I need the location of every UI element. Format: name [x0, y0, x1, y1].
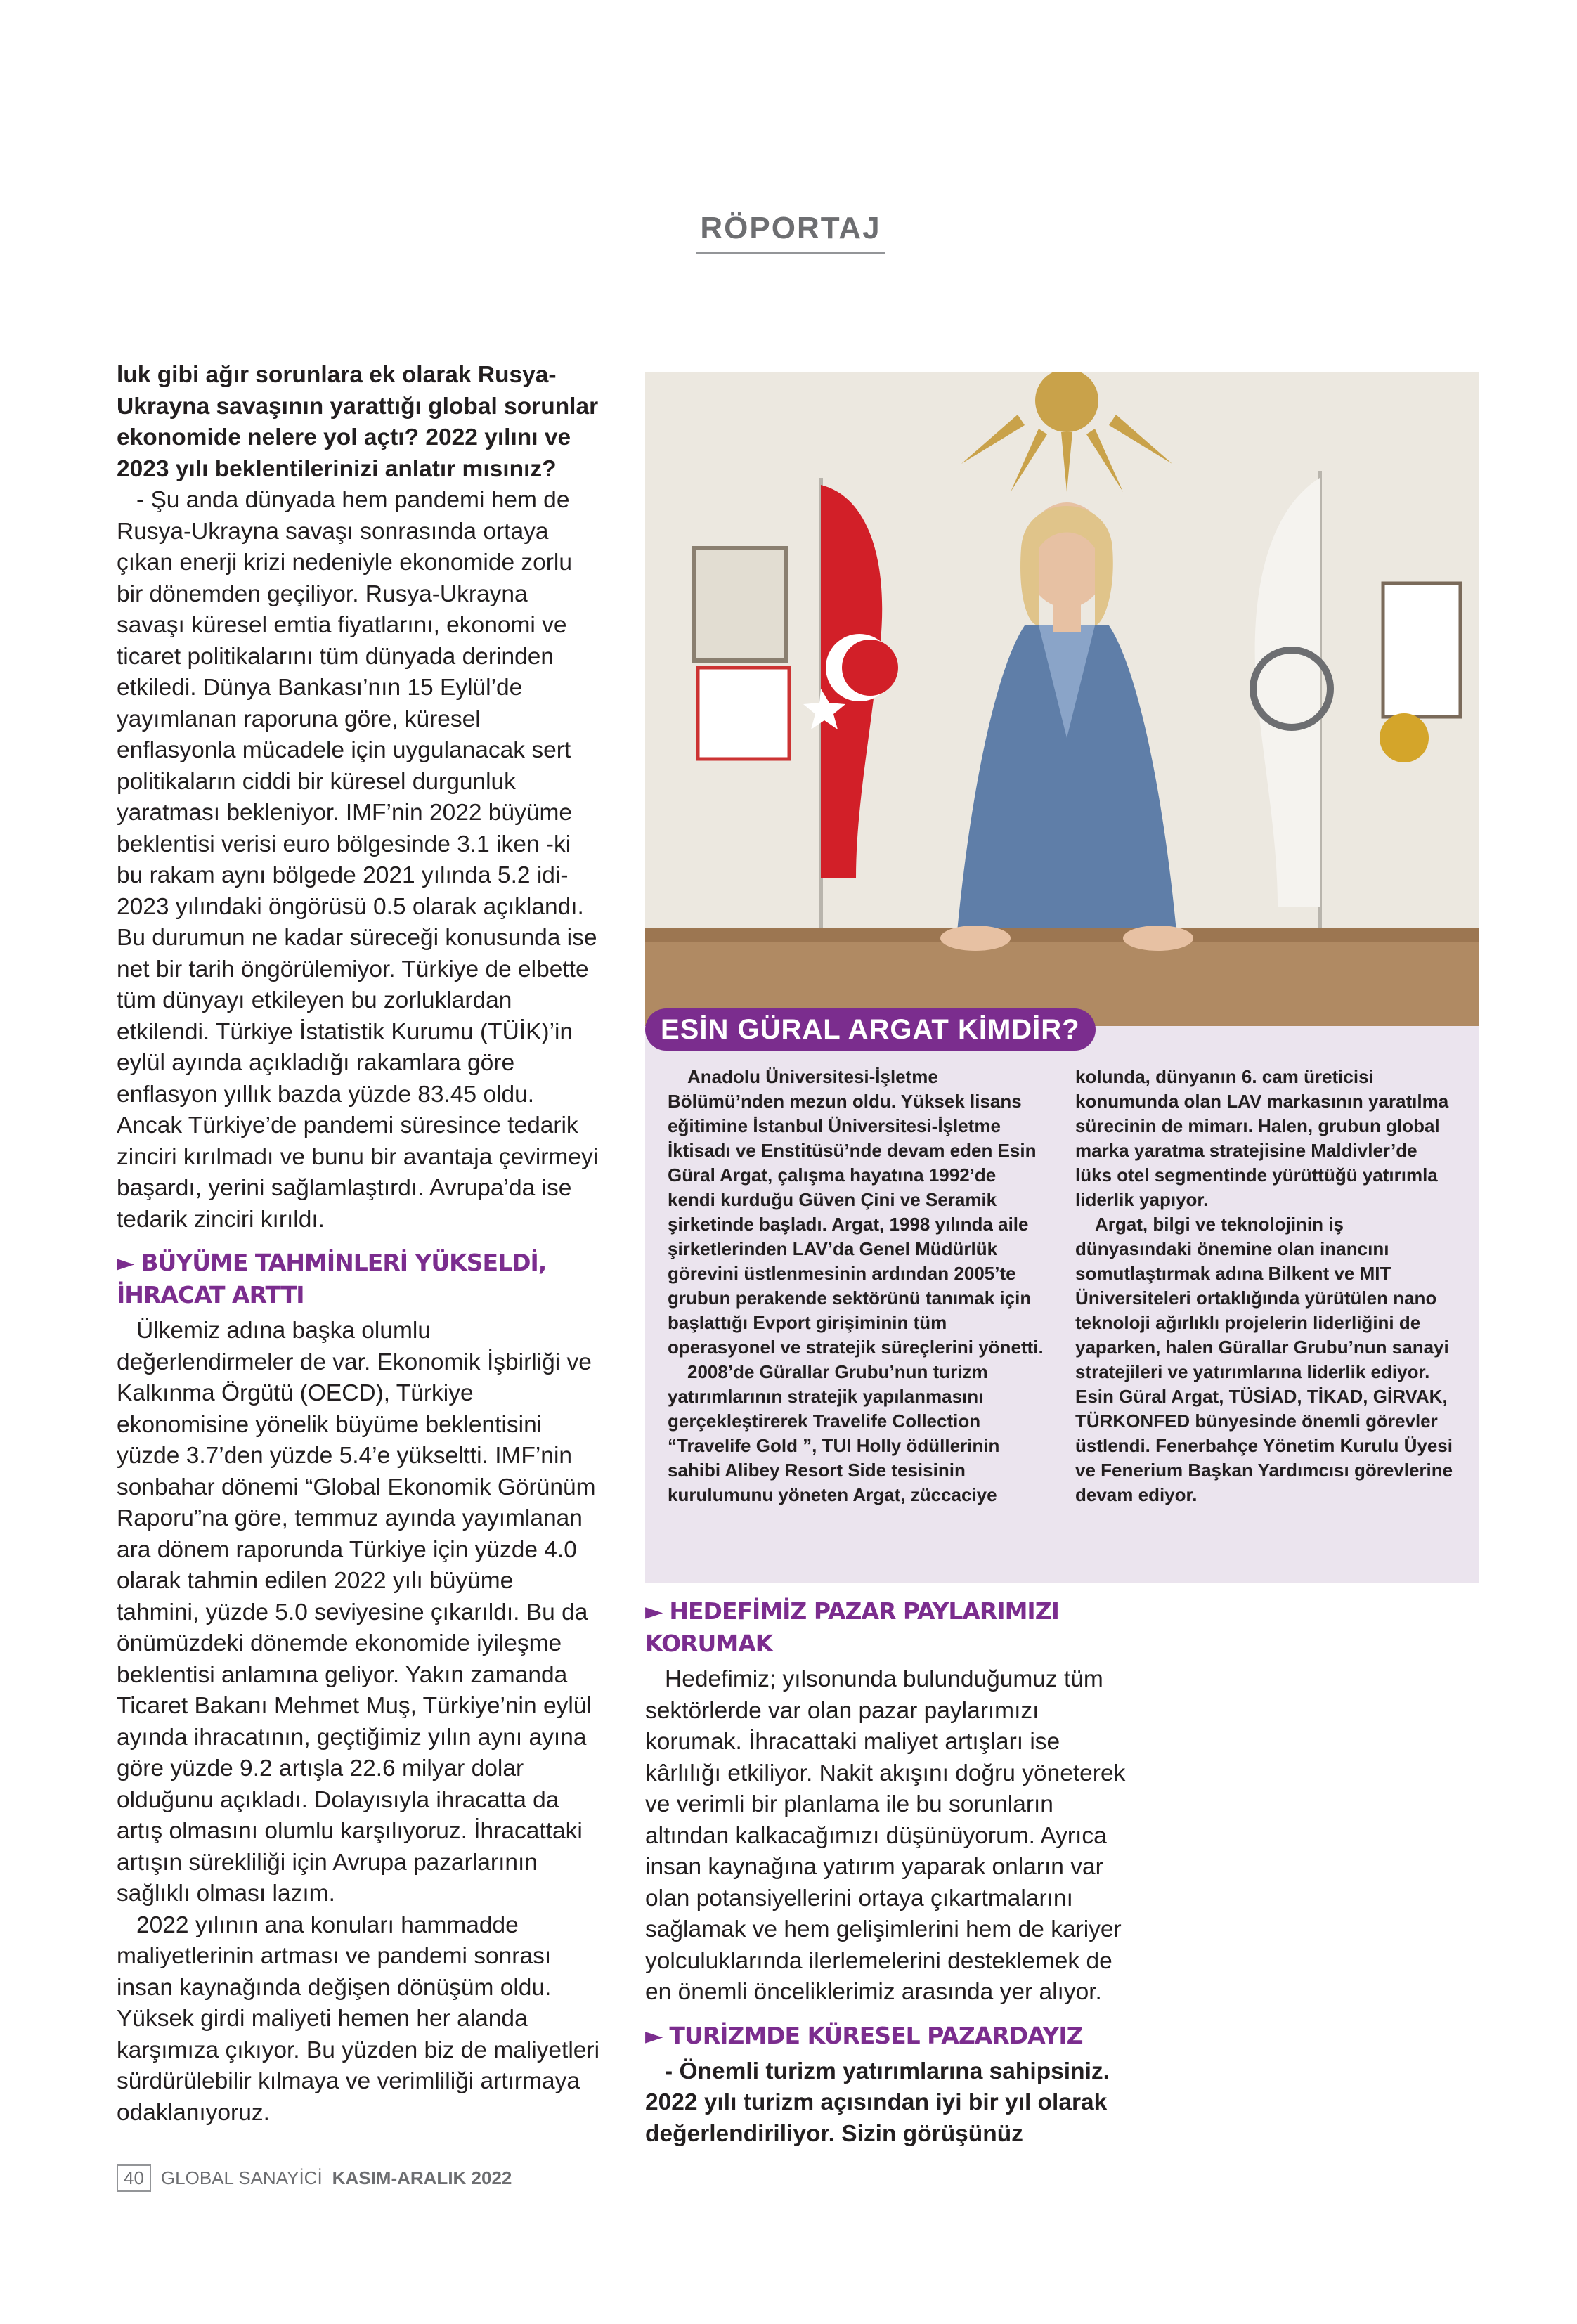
arrow-icon: ► [645, 2021, 663, 2049]
section-label: RÖPORTAJ [696, 211, 885, 254]
answer-paragraph: - Şu anda dünyada hem pandemi hem de Rusya-Ukrayna savaşı sonrasında ortaya çıkan enerji krizi nedeniyle ekonomide zorlu bir dönemden geçiliyor. Rusya-Ukrayna savaşı küresel emtia fiyatlarını, ekonomi ve ticaret politikalarını tüm dünyada derinden etkiledi. Dünya Bankası’nın 15 Eylül’de yayımlanan raporuna göre, küresel enflasyonla mücadele için uygulanacak sert politikaların ciddi bir küresel durgunluk yaratması bekleniyor. IMF’nin 2022 büyüme beklentisi verisi euro bölgesinde 3.1 iken -ki bu rakam aynı bölgede 2021 yılında 5.2 idi- 2023 yılındaki öngörüsü 0.5 olarak açıklandı. Bu durumun ne kadar süreceği konusunda ise net bir tarih öngörülemiyor. Türkiye de elbette tüm dünyayı etkileyen bu zorluklardan etkilendi. Türkiye İstatistik Kurumu (TÜİK)’in eylül ayında açıkladığı rakamlara göre enflasyon yıllık bazda yüzde 83.45 oldu. Ancak Türkiye’de pandemi süresince tedarik zinciri kırılmadı ve bunu bir avantaja çevirmeyi başardı, yerini sağlamlaştırdı. Avrupa’da ise tedarik zinciri kırıldı. [117, 487, 599, 1233]
bio-paragraph: Argat, bilgi ve teknolojinin iş dünyasındaki önemine olan inancını somutlaştırmak adına Bilkent ve MIT Üniversiteleri ortaklığında yürütülen nano teknoloji ağırlıklı projelerin liderliğini de yaparken, halen Gürallar Grubu’nun sanayi stratejileri ve yatırımlarına liderlik ediyor. Esin Güral Argat, TÜSİAD, TİKAD, GİRVAK, TÜRKONFED bünyesinde önemli görevler üstlendi. Fenerbahçe Yönetim Kurulu Üyesi ve Fenerium Başkan Yardımcısı görevlerine devam ediyor. [1075, 1214, 1453, 1505]
page-number: 40 [117, 2164, 151, 2192]
biography-column-2 [1075, 1065, 1458, 1507]
interview-question: - Önemli turizm yatırımlarına sahipsiniz. 2022 yılı turizm açısından iyi bir yıl olarak değerlendiriliyor. Sizin görüşünüz [645, 2058, 1110, 2147]
interview-question: luk gibi ağır sorunlara ek olarak Rusya-Ukrayna savaşının yarattığı global sorunlar ekonomide nelere yol açtı? 2022 yılını ve 2023 yılı beklentilerinizi anlatır mısınız? [117, 362, 599, 482]
portrait-photo [645, 372, 1479, 1026]
body-paragraph: Ülkemiz adına başka olumlu değerlendirmeler de var. Ekonomik İşbirliği ve Kalkınma Örgütü (OECD), Türkiye ekonomisine yönelik büyüme beklentisini yüzde 3.7’den yüzde 5.4’e yükseltti. IMF’nin sonbahar dönemi “Global Ekonomik Görünüm Raporu”na göre, temmuz ayında yayımlanan ara dönem raporunda Türkiye için yüzde 4.0 olarak tahmin edilen 2022 yılı büyüme tahmini, yüzde 5.0 seviyesine çıkarıldı. Bu da önümüzdeki dönemde ekonomide iyileşme beklentisi anlamına geliyor. Yakın zamanda Ticaret Bakanı Mehmet Muş, Türkiye’nin eylül ayında ihracatının, geçtiğimiz yılın aynı ayına göre yüzde 9.2 artışla 22.6 milyar dolar olduğunu açıkladı. Dolayısıyla ihracatta da artış olmasını olumlu karşılıyoruz. İhracattaki artışın sürekliliği için Avrupa pazarlarının sağlıklı olması lazım. [117, 1318, 596, 1907]
subheading-text: TURİZMDE KÜRESEL PAZARDAYIZ [669, 2021, 1083, 2049]
subheading-tourism [645, 2020, 1141, 2052]
portrait-illustration [645, 372, 1479, 1026]
biography-title: ESİN GÜRAL ARGAT KİMDİR? [645, 1008, 1096, 1051]
subheading-growth [117, 1247, 602, 1311]
bio-paragraph: Anadolu Üniversitesi-İşletme Bölümü’nden mezun oldu. Yüksek lisans eğitimine İstanbul Üniversitesi-İşletme İktisadı ve Enstitüsü’nde devam eden Esin Güral Argat, çalışma hayatına 1992’de kendi kurduğu Güven Çini ve Seramik şirketinde başladı. Argat, 1998 yılında aile şirketlerinden LAV’da Genel Müdürlük görevini üstlenmesinin ardından 2005’te grubun perakende sektörünü tanımak için başlattığı Evport girişiminin tüm operasyonel ve stratejik süreçlerini yönetti. [668, 1066, 1044, 1358]
page-footer [117, 2164, 512, 2192]
arrow-icon: ► [117, 1249, 134, 1276]
subheading-text: BÜYÜME TAHMİNLERİ YÜKSELDİ, İHRACAT ARTTI [117, 1249, 547, 1309]
body-paragraph: Hedefimiz; yılsonunda bulunduğumuz tüm sektörlerde var olan pazar paylarımızı korumak. İhracattaki maliyet artışları ise kârlılığı etkiliyor. Nakit akışını doğru yöneterek ve verimli bir planlama ile bu sorunların altından kalkacağımızı düşünüyorum. Ayrıca insan kaynağına yatırım yaparak onların var olan potansiyellerini ortaya çıkartmalarını sağlamak ve hem gelişimlerini hem de kariyer yolculuklarında ilerlemelerini desteklemek de en önemli önceliklerimiz arasında yer alıyor. [645, 1666, 1126, 2005]
bio-paragraph: 2008’de Gürallar Grubu’nun turizm yatırımlarının stratejik yapılanmasını gerçekleştirerek Travelife Collection “Travelife Gold ”, TUI Holly ödüllerinin sahibi Alibey Resort Side tesisinin kurulumunu yöneten Argat, züccaciye [668, 1361, 1000, 1505]
bio-paragraph: kolunda, dünyanın 6. cam üreticisi konumunda olan LAV markasının yaratılma sürecinin de mimarı. Halen, grubun global marka yaratma stratejisine Maldivler’de lüks otel segmentinde yürüttüğü yatırımla liderlik yapıyor. [1075, 1066, 1449, 1210]
subheading-market-share [645, 1595, 1141, 1660]
biography-column-1 [668, 1065, 1047, 1507]
body-paragraph: 2022 yılının ana konuları hammadde maliyetlerinin artması ve pandemi sonrası insan kaynağında değişen dönüşüm oldu. Yüksek girdi maliyeti hemen her alanda karşımıza çıkıyor. Bu yüzden biz de maliyetleri sürdürülebilir kılmaya ve verimliliği artırmaya odaklanıyoruz. [117, 1911, 600, 2126]
right-column [645, 1595, 1141, 2150]
arrow-icon: ► [645, 1597, 663, 1625]
issue-date: KASIM-ARALIK 2022 [332, 2167, 512, 2188]
subheading-text: HEDEFİMİZ PAZAR PAYLARIMIZI KORUMAK [645, 1597, 1059, 1657]
magazine-name: GLOBAL SANAYİCİ [160, 2167, 323, 2188]
left-column [117, 360, 602, 2129]
